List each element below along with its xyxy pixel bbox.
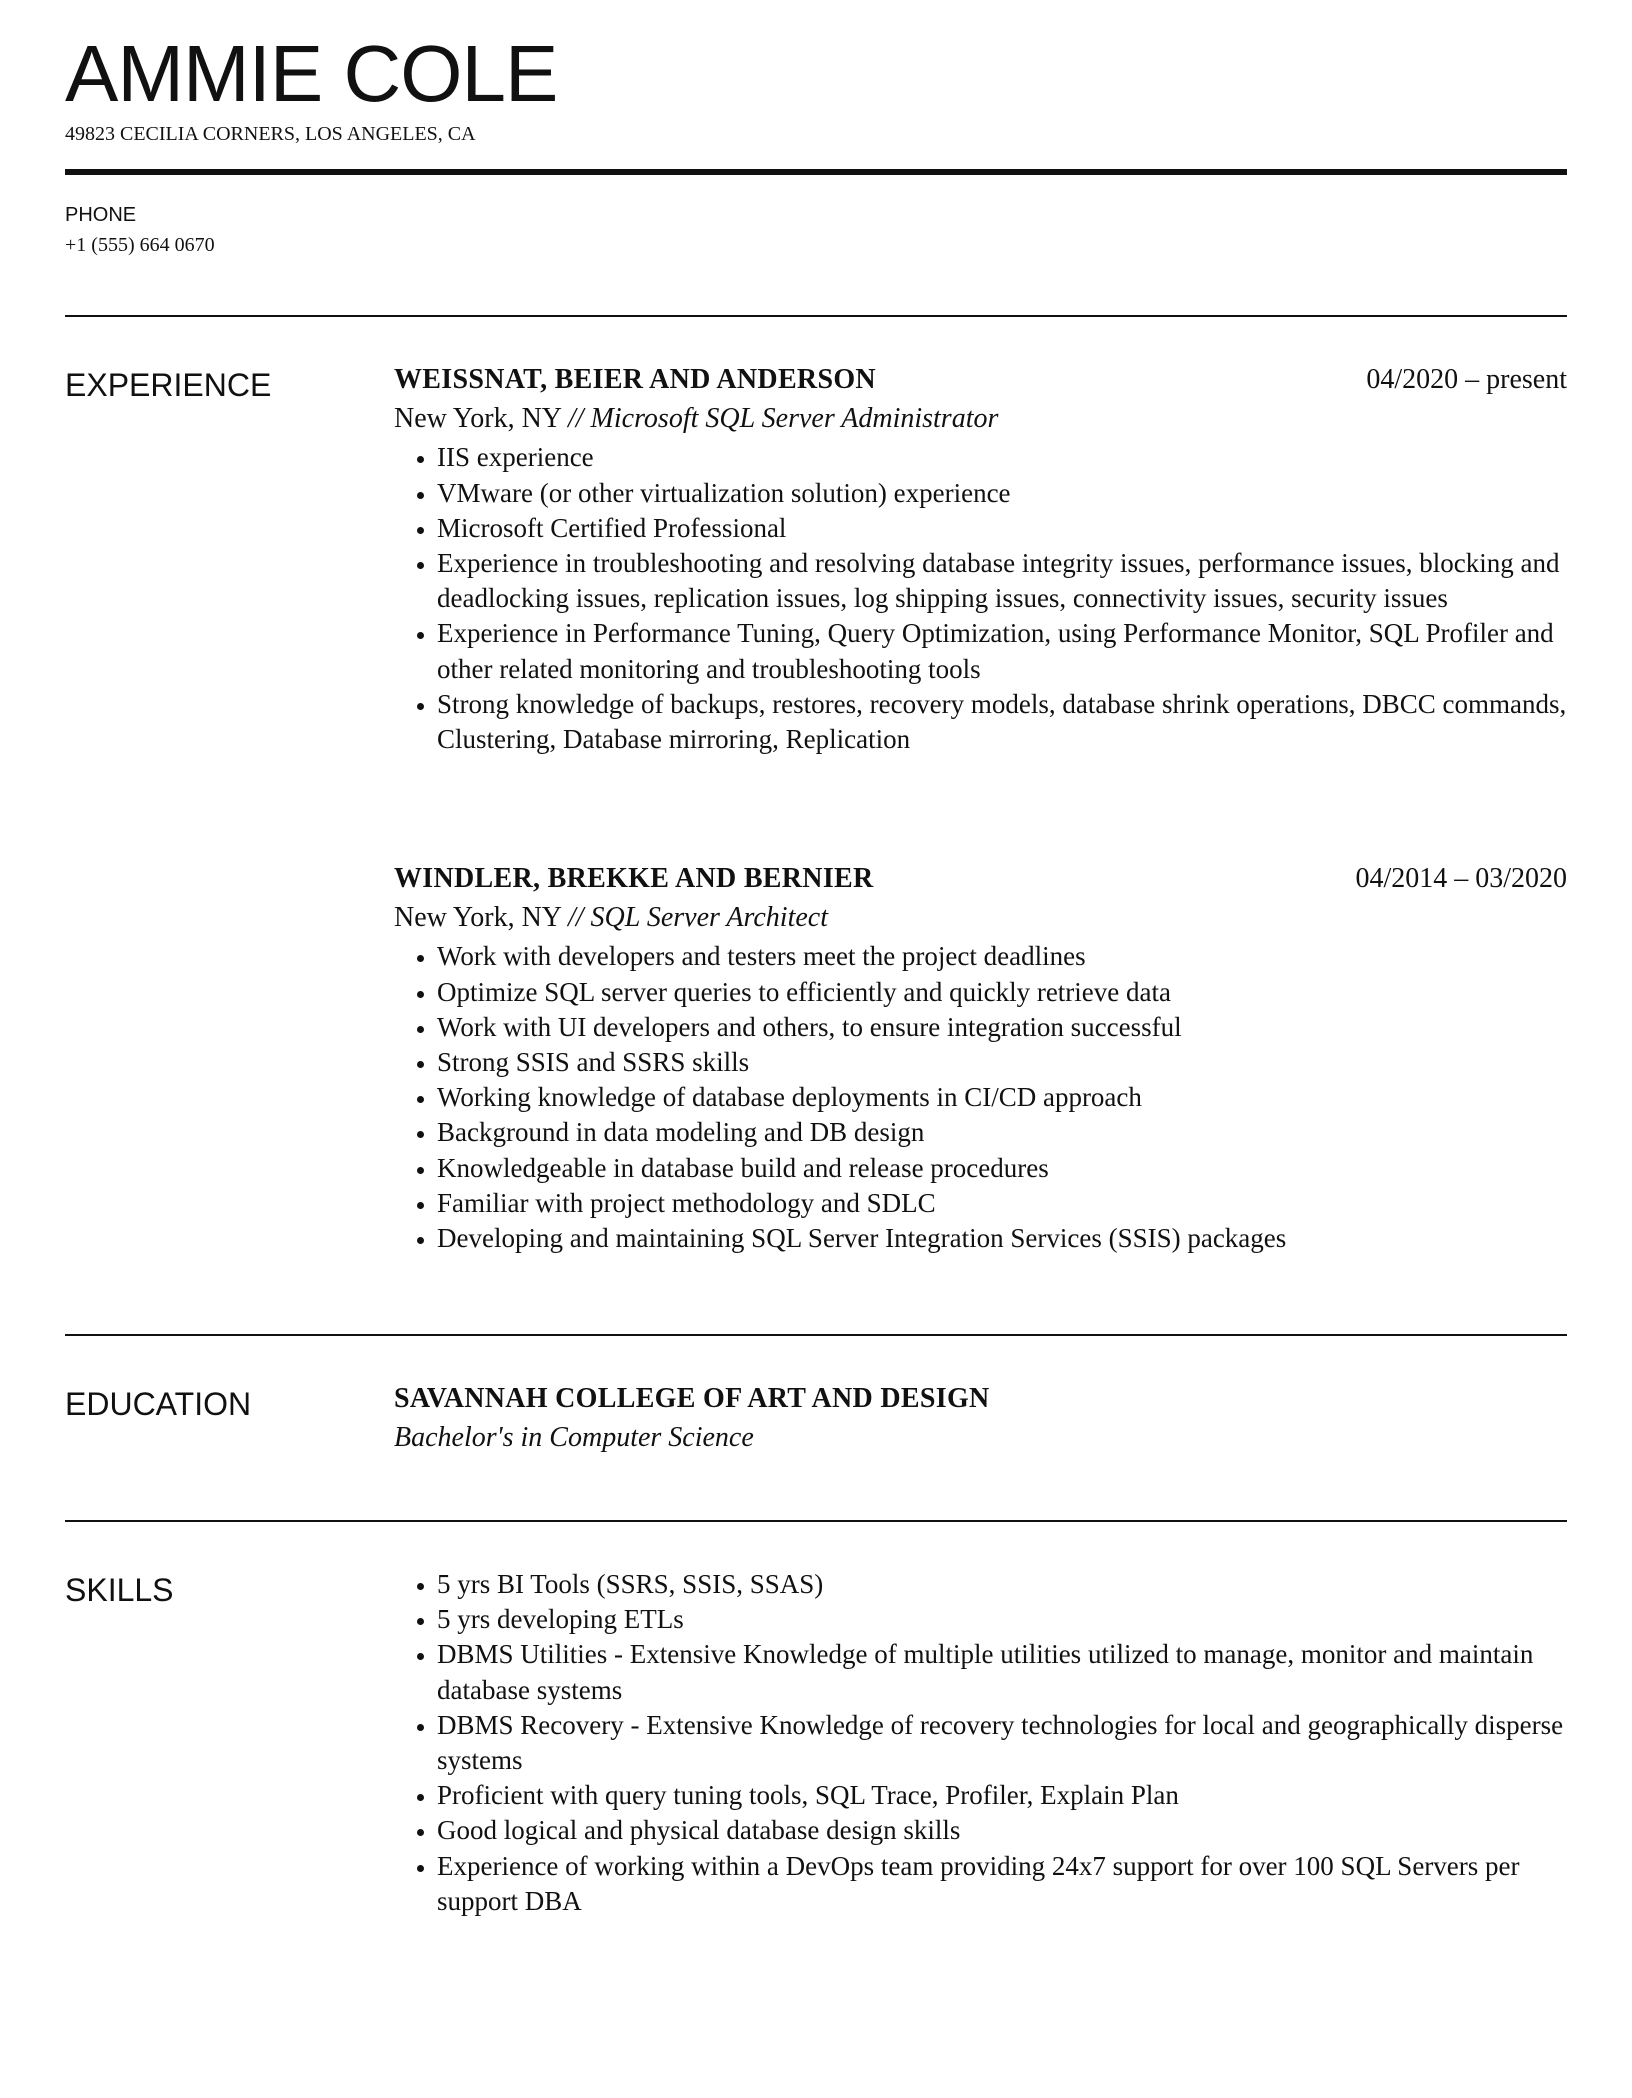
list-item: • Knowledgeable in database build and release procedures: [437, 1151, 1567, 1186]
job-duties-list: [394, 939, 1567, 1256]
skills-list: [394, 1567, 1567, 1919]
education-entry: [394, 1381, 1567, 1455]
job-company: WINDLER, BREKKE AND BERNIER: [394, 863, 874, 894]
list-item: • Developing and maintaining SQL Server Integration Services (SSIS) packages: [437, 1221, 1567, 1256]
list-item: • 5 yrs BI Tools (SSRS, SSIS, SSAS): [437, 1567, 1567, 1602]
list-item: • Microsoft Certified Professional: [437, 511, 1567, 546]
list-item: • 5 yrs developing ETLs: [437, 1602, 1567, 1637]
list-item: • DBMS Utilities - Extensive Knowledge of multiple utilities utilized to manage, monitor and maintain database systems: [437, 1637, 1567, 1707]
job-location: New York, NY: [394, 902, 561, 934]
section-divider: [65, 1520, 1567, 1522]
job-header: [394, 362, 1567, 397]
list-item: • DBMS Recovery - Extensive Knowledge of recovery technologies for local and geographically disperse systems: [437, 1708, 1567, 1778]
list-item: • Working knowledge of database deployments in CI/CD approach: [437, 1080, 1567, 1115]
job-dates: 04/2020 – present: [1366, 364, 1567, 395]
job-company: WEISSNAT, BEIER AND ANDERSON: [394, 364, 876, 395]
job-separator: //: [567, 403, 584, 435]
school-name: SAVANNAH COLLEGE OF ART AND DESIGN: [394, 1383, 990, 1414]
list-item: • VMware (or other virtualization solution) experience: [437, 476, 1567, 511]
skills-heading: SKILLS: [65, 1572, 174, 1608]
degree-name: Bachelor's in Computer Science: [394, 1422, 754, 1454]
list-item: • Proficient with query tuning tools, SQL Trace, Profiler, Explain Plan: [437, 1778, 1567, 1813]
list-item: • Work with UI developers and others, to ensure integration successful: [437, 1010, 1567, 1045]
list-item: • Familiar with project methodology and SDLC: [437, 1186, 1567, 1221]
list-item: • Optimize SQL server queries to efficiently and quickly retrieve data: [437, 975, 1567, 1010]
list-item: • Good logical and physical database design skills: [437, 1813, 1567, 1848]
job-role: Microsoft SQL Server Administrator: [590, 403, 999, 435]
section-divider: [65, 1334, 1567, 1336]
list-item: • Strong SSIS and SSRS skills: [437, 1045, 1567, 1080]
job-role: SQL Server Architect: [590, 902, 828, 934]
candidate-name: AMMIE COLE: [65, 29, 558, 118]
job-header: [394, 861, 1567, 896]
skills-entry: [394, 1567, 1567, 1919]
header-divider: [65, 169, 1567, 175]
job-subline: [394, 401, 1567, 436]
job-dates: 04/2014 – 03/2020: [1355, 863, 1567, 894]
list-item: • Background in data modeling and DB design: [437, 1115, 1567, 1150]
list-item: • Experience in Performance Tuning, Query Optimization, using Performance Monitor, SQL Profiler and other related monitoring and troubleshooting tools: [437, 616, 1567, 686]
job-subline: [394, 900, 1567, 935]
job-duties-list: [394, 440, 1567, 757]
candidate-address: 49823 CECILIA CORNERS, LOS ANGELES, CA: [65, 123, 476, 145]
list-item: • Work with developers and testers meet the project deadlines: [437, 939, 1567, 974]
list-item: • Experience of working within a DevOps team providing 24x7 support for over 100 SQL Servers per support DBA: [437, 1849, 1567, 1919]
job-location: New York, NY: [394, 403, 561, 435]
section-divider: [65, 315, 1567, 317]
job-entry: [394, 362, 1567, 757]
experience-heading: EXPERIENCE: [65, 367, 272, 403]
list-item: • Strong knowledge of backups, restores, recovery models, database shrink operations, DBCC commands, Clustering, Database mirroring, Replication: [437, 687, 1567, 757]
list-item: • Experience in troubleshooting and resolving database integrity issues, performance issues, blocking and deadlocking issues, replication issues, log shipping issues, connectivity issues, security issues: [437, 546, 1567, 616]
job-entry: [394, 861, 1567, 1256]
job-separator: //: [567, 902, 584, 934]
phone-label: PHONE: [65, 204, 137, 226]
education-heading: EDUCATION: [65, 1386, 252, 1422]
list-item: • IIS experience: [437, 440, 1567, 475]
phone-value: +1 (555) 664 0670: [65, 234, 215, 256]
